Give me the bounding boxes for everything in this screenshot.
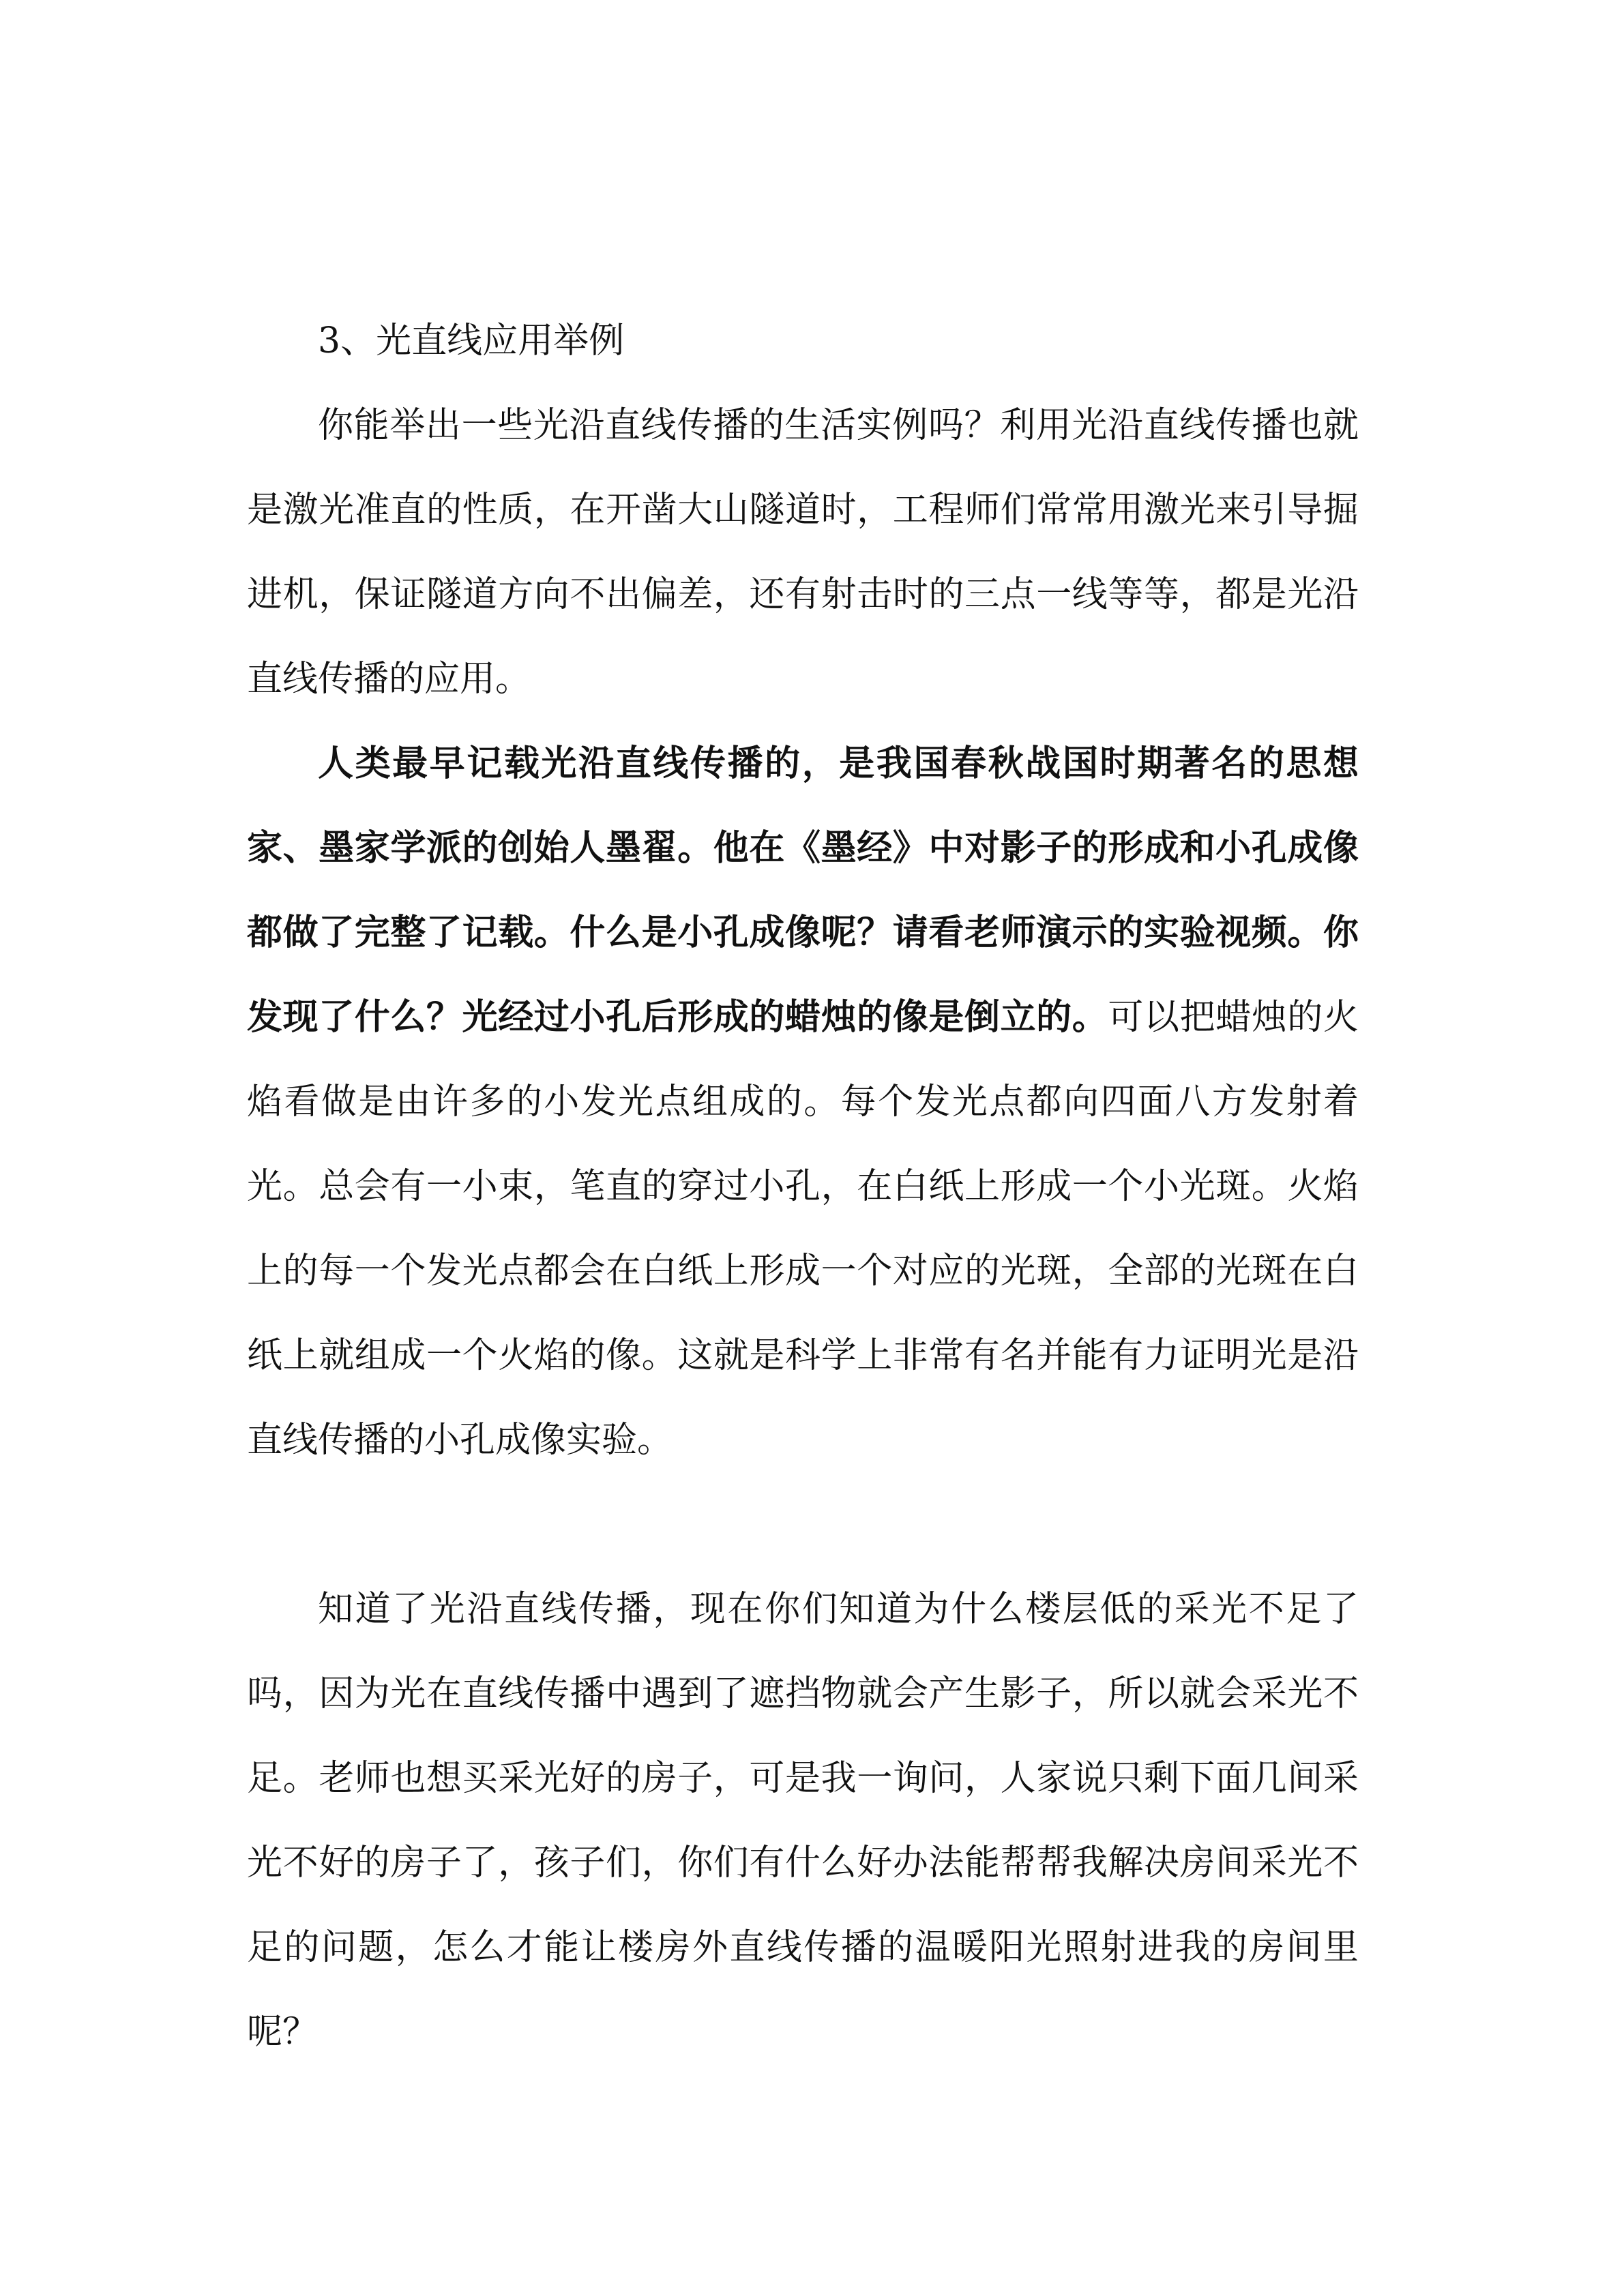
paragraph-lighting: 知道了光沿直线传播，现在你们知道为什么楼层低的采光不足了吗，因为光在直线传播中遇到了遮挡物就会产生影子，所以就会采光不足。老师也想买采光好的房子，可是我一询问，人家说只剩下面几间采光不好的房子了，孩子们，你们有什么好办法能帮帮我解决房间采光不足的问题，怎么才能让楼房外直线传播的温暖阳光照射进我的房间里呢？ [247, 1589, 1359, 2053]
paragraph-pinhole [247, 721, 1359, 1482]
section-heading: 3、光直线应用举例 [318, 320, 625, 361]
paragraph-pinhole-regular: 可以把蜡烛的火焰看做是由许多的小发光点组成的。每个发光点都向四面八方发射着光。总会有一小束，笔直的穿过小孔，在白纸上形成一个小光斑。火焰上的每一个发光点都会在白纸上形成一个对应的光斑，全部的光斑在白纸上就组成一个火焰的像。这就是科学上非常有名并能有力证明光是沿直线传播的小孔成像实验。 [247, 997, 1359, 1461]
paragraph-laser-examples: 你能举出一些光沿直线传播的生活实例吗？利用光沿直线传播也就是激光准直的性质，在开凿大山隧道时，工程师们常常用激光来引导掘进机，保证隧道方向不出偏差，还有射击时的三点一线等等，都是光沿直线传播的应用。 [247, 405, 1359, 700]
document-body [247, 299, 1359, 2074]
paragraph-pinhole-bold: 人类最早记载光沿直线传播的，是我国春秋战国时期著名的思想家、墨家学派的创始人墨翟。他在《墨经》中对影子的形成和小孔成像都做了完整了记载。什么是小孔成像呢？请看老师演示的实验视频。你发现了什么？光经过小孔后形成的蜡烛的像是倒立的。 [247, 743, 1359, 1038]
